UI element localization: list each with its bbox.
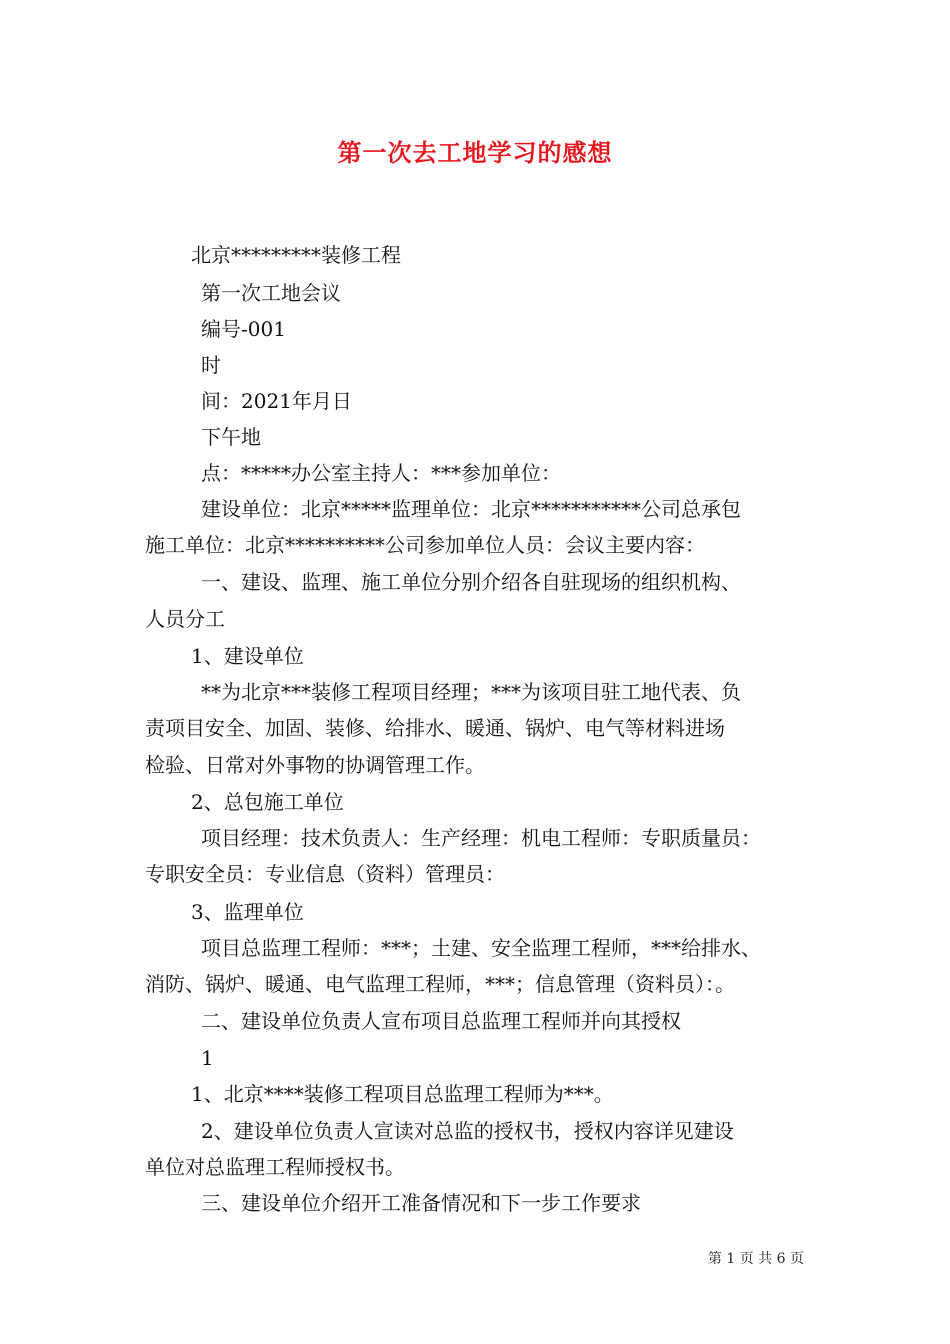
line-para-1a: **为北京***装修工程项目经理；***为该项目驻工地代表、负 [201,680,741,704]
line-time-value: 间：2021年月日 [201,389,352,413]
line-location: 点：*****办公室主持人：***参加单位： [201,461,561,485]
line-number: 编号-001 [201,317,286,341]
line-para-1c: 检验、日常对外事物的协调管理工作。 [145,753,485,777]
line-units-1: 建设单位：北京*****监理单位：北京***********公司总承包 [201,497,741,521]
line-section-2: 二、建设单位负责人宣布项目总监理工程师并向其授权 [201,1009,681,1033]
line-item-2a: 2、建设单位负责人宣读对总监的授权书，授权内容详见建设 [201,1119,734,1143]
line-para-2b: 专职安全员：专业信息（资料）管理员： [145,862,505,886]
line-section-1: 一、建设、监理、施工单位分别介绍各自驻现场的组织机构、 [201,570,741,594]
line-time-label: 时 [201,353,221,377]
page-number-footer: 第 1 页 共 6 页 [707,1251,804,1267]
document-title: 第一次去工地学习的感想 [337,138,613,167]
line-afternoon: 下午地 [201,425,261,449]
line-item-1: 1、北京****装修工程项目总监理工程师为***。 [191,1082,614,1106]
line-project-name: 北京*********装修工程 [191,243,401,267]
line-item-2b: 单位对总监理工程师授权书。 [145,1155,405,1179]
line-para-3a: 项目总监理工程师：***；土建、安全监理工程师，***给排水、 [201,936,761,960]
line-section-1-cont: 人员分工 [145,607,225,631]
line-para-3b: 消防、锅炉、暖通、电气监理工程师，***；信息管理（资料员）：。 [145,972,735,996]
line-para-2a: 项目经理：技术负责人：生产经理：机电工程师：专职质量员： [201,826,761,850]
line-section-3: 三、建设单位介绍开工准备情况和下一步工作要求 [201,1191,641,1215]
line-sub-1: 1、建设单位 [191,644,304,668]
line-units-2: 施工单位：北京**********公司参加单位人员：会议主要内容： [145,533,705,557]
line-number-1: 1 [201,1046,214,1070]
line-para-1b: 责项目安全、加固、装修、给排水、暖通、锅炉、电气等材料进场 [145,716,725,740]
line-sub-2: 2、总包施工单位 [191,790,344,814]
line-sub-3: 3、监理单位 [191,900,304,924]
line-meeting-name: 第一次工地会议 [201,281,341,305]
